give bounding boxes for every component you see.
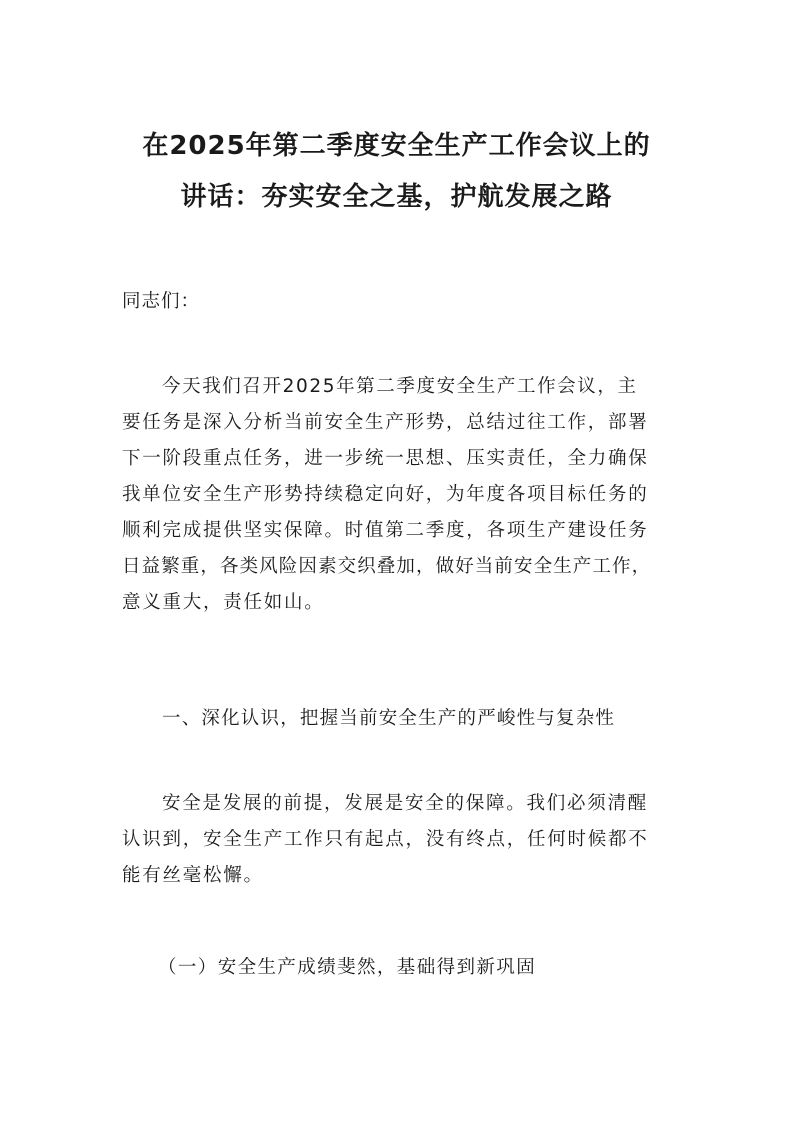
salutation: 同志们： <box>122 291 201 312</box>
paragraph-1-line: 顺利完成提供坚实保障。时值第二季度，各项生产建设任务 <box>122 520 649 541</box>
section-heading-1: 一、深化认识，把握当前安全生产的严峻性与复杂性 <box>162 708 616 729</box>
title-line-2: 讲话：夯实安全之基，护航发展之路 <box>180 182 613 212</box>
paragraph-2 <box>122 786 675 894</box>
paragraph-1-line: 下一阶段重点任务，进一步统一思想、压实责任，全力确保 <box>122 448 649 469</box>
paragraph-1-line: 日益繁重，各类风险因素交织叠加，做好当前安全生产工作， <box>122 556 652 577</box>
paragraph-2-line: 安全是发展的前提，发展是安全的保障。我们必须清醒 <box>162 793 649 814</box>
paragraph-2-line: 认识到，安全生产工作只有起点，没有终点，任何时候都不 <box>122 829 649 850</box>
paragraph-1-line: 我单位安全生产形势持续稳定向好，为年度各项目标任务的 <box>122 484 649 505</box>
document-title <box>100 121 693 223</box>
paragraph-1-line: 意义重大，责任如山。 <box>122 592 325 613</box>
paragraph-1 <box>122 369 675 621</box>
paragraph-1-line: 今天我们召开2025年第二季度安全生产工作会议，主 <box>162 376 638 397</box>
paragraph-2-line: 能有丝毫松懈。 <box>122 865 264 886</box>
paragraph-1-line: 要任务是深入分析当前安全生产形势，总结过往工作，部署 <box>122 412 649 433</box>
title-line-1: 在2025年第二季度安全生产工作会议上的 <box>142 131 651 161</box>
subsection-heading-1: （一）安全生产成绩斐然，基础得到新巩固 <box>158 957 537 978</box>
